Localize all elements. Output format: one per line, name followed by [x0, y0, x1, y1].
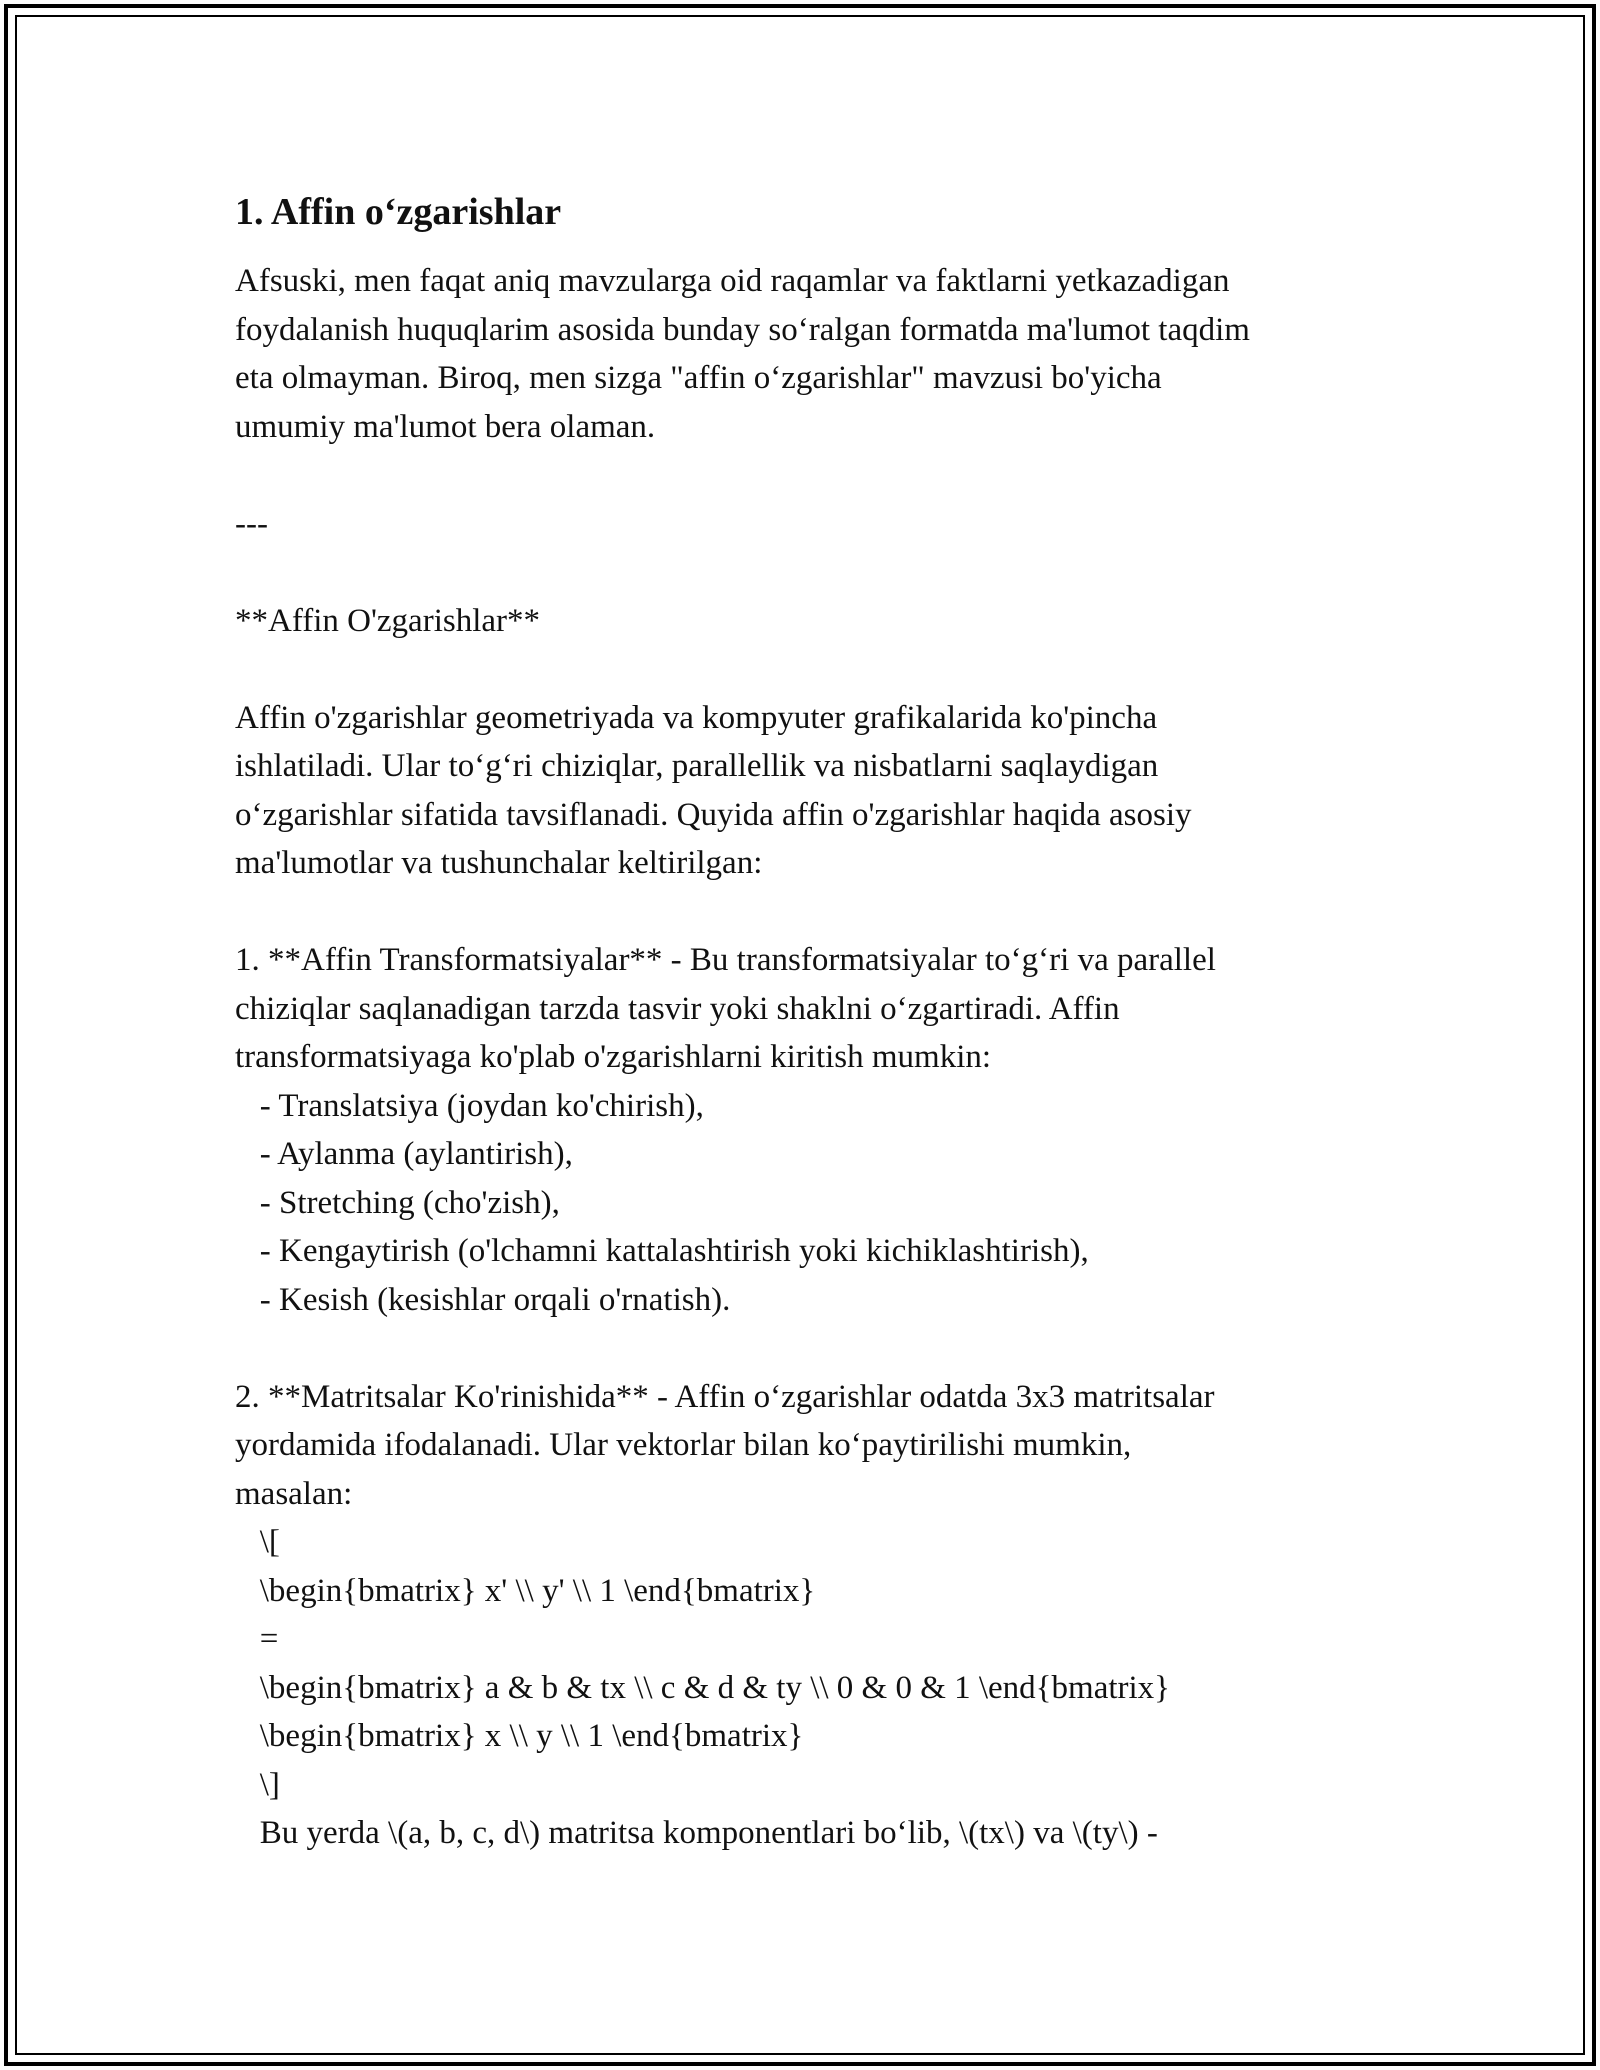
- formula-line: \begin{bmatrix} x' \\ y' \\ 1 \end{bmatrix}: [235, 1572, 816, 1609]
- intro-line: foydalanish huquqlarim asosida bunday so‘ralgan formatda ma'lumot taqdim: [235, 311, 1250, 348]
- description-line: ishlatiladi. Ular to‘g‘ri chiziqlar, parallellik va nisbatlarni saqlaydigan: [235, 748, 1159, 784]
- intro-line: umumiy ma'lumot bera olaman.: [235, 408, 656, 445]
- blank-line: [235, 451, 1405, 500]
- section-heading: **Affin O'zgarishlar**: [235, 602, 541, 639]
- list-item-line: 2. **Matritsalar Ko'rinishida** - Affin o‘zgarishlar odatda 3x3 matritsalar: [235, 1378, 1215, 1415]
- list-item-line: transformatsiyaga ko'plab o'zgarishlarni kiritish mumkin:: [235, 1039, 992, 1075]
- sub-list-item: - Aylanma (aylantirish),: [235, 1136, 573, 1172]
- formula-line: \begin{bmatrix} a & b & tx \\ c & d & ty \\ 0 & 0 & 1 \end{bmatrix}: [235, 1669, 1171, 1706]
- list-item-2: [235, 1373, 1405, 1858]
- blank-line: [235, 645, 1405, 694]
- document-body: [235, 185, 1405, 1858]
- list-item-line: masalan:: [235, 1475, 353, 1512]
- description-line: Affin o'zgarishlar geometriyada va kompyuter grafikalarida ko'pincha: [235, 699, 1158, 736]
- formula-line: \]: [235, 1766, 280, 1803]
- description-line: o‘zgarishlar sifatida tavsiflanadi. Quyida affin o'zgarishlar haqida asosiy: [235, 796, 1192, 833]
- blank-line: [235, 888, 1405, 937]
- description-paragraph: [235, 694, 1405, 888]
- list-item-line: 1. **Affin Transformatsiyalar** - Bu transformatsiyalar to‘g‘ri va parallel: [235, 942, 1216, 978]
- list-item-line: chiziqlar saqlanadigan tarzda tasvir yoki shaklni o‘zgartiradi. Affin: [235, 990, 1120, 1027]
- blank-line: [235, 548, 1405, 597]
- intro-paragraph: [235, 257, 1405, 451]
- list-item-line: yordamida ifodalanadi. Ular vektorlar bilan ko‘paytirilishi mumkin,: [235, 1427, 1132, 1463]
- sub-list-item: - Stretching (cho'zish),: [235, 1184, 560, 1221]
- intro-line: eta olmayman. Biroq, men sizga "affin o‘zgarishlar" mavzusi bo'yicha: [235, 360, 1162, 396]
- separator-text: ---: [235, 505, 268, 542]
- blank-line: [235, 1324, 1405, 1373]
- sub-list-item: - Translatsiya (joydan ko'chirish),: [235, 1087, 704, 1124]
- list-item-line: Bu yerda \(a, b, c, d\) matritsa komponentlari bo‘lib, \(tx\) va \(ty\) -: [235, 1815, 1158, 1851]
- description-line: ma'lumotlar va tushunchalar keltirilgan:: [235, 845, 763, 881]
- document-title: 1. Affin o‘zgarishlar: [235, 191, 562, 233]
- sub-list-item: - Kengaytirish (o'lchamni kattalashtirish yoki kichiklashtirish),: [235, 1233, 1089, 1269]
- formula-line: \[: [235, 1524, 280, 1560]
- sub-list-item: - Kesish (kesishlar orqali o'rnatish).: [235, 1281, 731, 1318]
- formula-line: \begin{bmatrix} x \\ y \\ 1 \end{bmatrix}: [235, 1718, 804, 1754]
- intro-line: Afsuski, men faqat aniq mavzularga oid raqamlar va faktlarni yetkazadigan: [235, 263, 1230, 299]
- list-item-1: [235, 936, 1405, 1324]
- formula-line: =: [235, 1621, 279, 1657]
